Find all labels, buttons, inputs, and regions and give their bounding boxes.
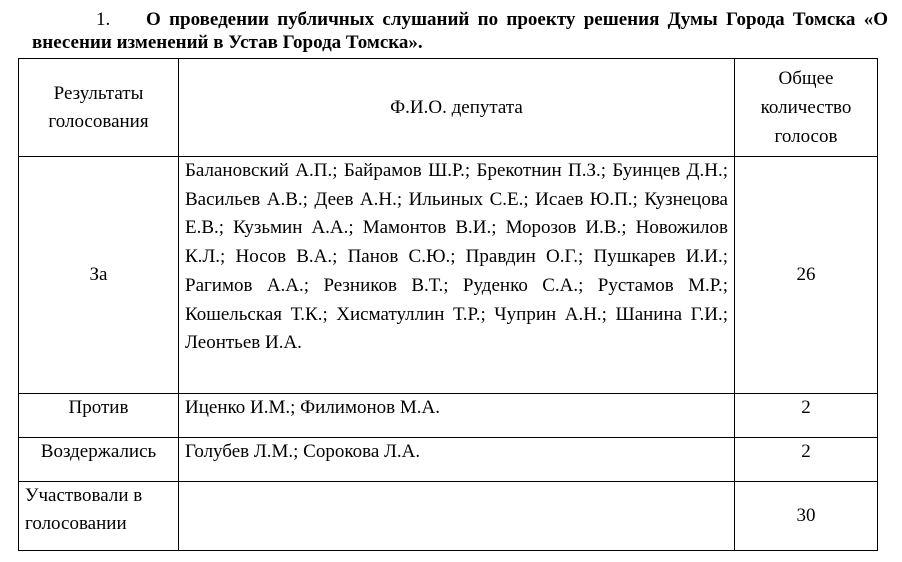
table-row — [19, 394, 878, 438]
deputy-names-against: Иценко И.М.; Филимонов М.А. — [179, 394, 735, 438]
table-row — [19, 157, 878, 394]
table-header-row — [19, 59, 878, 157]
agenda-item-title: О проведении публичных слушаний по проекту решения Думы Города Томска «О внесении изменений в Устав Города Томска». — [32, 9, 888, 53]
vote-count-against: 2 — [735, 394, 878, 438]
result-label-for: За — [19, 157, 179, 394]
vote-count-participated: 30 — [735, 482, 878, 551]
vote-count-for: 26 — [735, 157, 878, 394]
table-row — [19, 482, 878, 551]
deputy-names-abstained: Голубев Л.М.; Сорокова Л.А. — [179, 438, 735, 482]
agenda-item-number: 1. — [96, 9, 111, 30]
result-label-abstained: Воздержались — [19, 438, 179, 482]
header-voting-results: Результаты голосования — [19, 59, 179, 157]
table-row — [19, 438, 878, 482]
deputy-names-for: Балановский А.П.; Байрамов Ш.Р.; Брекотнин П.З.; Буинцев Д.Н.; Васильев А.В.; Деев А.Н.; Ильиных С.Е.; Исаев Ю.П.; Кузнецова Е.В.; Кузьмин А.А.; Мамонтов В.И.; Морозов И.В.; Новожилов К.Л.; Носов В.А.; Панов С.Ю.; Правдин О.Г.; Пушкарев И.И.; Рагимов А.А.; Резников В.Т.; Руденко С.А.; Рустамов М.Р.; Кошельская Т.К.; Хисматуллин Т.Р.; Чуприн А.Н.; Шанина Г.И.; Леонтьев И.А. — [179, 157, 735, 394]
header-deputy-name: Ф.И.О. депутата — [179, 59, 735, 157]
agenda-item-heading — [32, 8, 888, 54]
header-total-votes: Общее количество голосов — [735, 59, 878, 157]
result-label-against: Против — [19, 394, 179, 438]
vote-count-abstained: 2 — [735, 438, 878, 482]
voting-results-table — [18, 58, 878, 551]
result-label-participated: Участвовали в голосовании — [19, 482, 179, 551]
deputy-names-participated — [179, 482, 735, 551]
